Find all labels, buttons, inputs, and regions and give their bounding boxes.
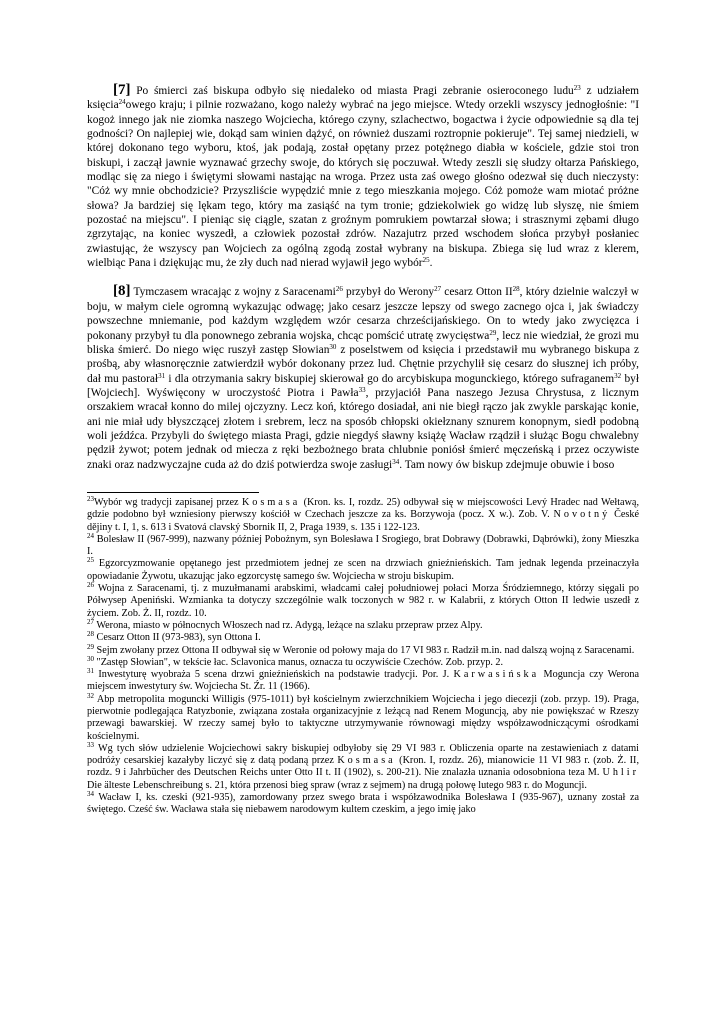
paragraph-text: . Tam nowy ów biskup zdejmuje obuwie i boso [399, 458, 615, 471]
footnote-text: Wg tych słów udzielenie Wojciechowi sakry biskupiej odbyłoby się 29 VI 983 r. Obliczenia oparte na zestawieniach z datami podróży cesarskiej kazałyby liczyć się z datą podaną przez [87, 742, 639, 767]
footnote-ref-30[interactable]: 30 [329, 342, 337, 351]
footnote-ref-23[interactable]: 23 [573, 84, 581, 92]
footnote-text: Sejm zwołany przez Ottona II odbywał się w Weronie od połowy maja do 17 VI 983 r. Radził m.in. nad dalszą wojną z Saracenami. [94, 644, 635, 656]
footnote-text: Bolesław II (967-999), nazwany później Pobożnym, syn Bolesława I Srogiego, brat Dobrawy (Dobrawki, Dąbrówki), żony Mieszka I. [87, 533, 639, 558]
footnote-27 [87, 617, 639, 632]
footnote-text: Egzorcyzmowanie opętanego jest przedmiotem jednej ze scen na drzwiach gnieźnieńskich. Tam jednak legenda przeinaczyła opowiadanie Żywotu, ukazując jako egzorcystę samego św. Wojciecha w stroju biskupim. [87, 558, 639, 582]
footnote-number: 33 [87, 740, 94, 749]
footnote-ref-29[interactable]: 29 [489, 328, 497, 337]
footnote-text: (Kron. ks. I, rozdz. 25) odbywał się w miejscowości Levý Hradec nad Wełtawą, gdzie podobno był wzniesiony pierwszy kościół w Czechach jeszcze za ks. Borzywoja (pocz. X w.). Zob. V. [87, 496, 639, 521]
paragraph-7 [87, 83, 639, 270]
footnote-number: 28 [87, 630, 94, 639]
footnote-number: 24 [87, 531, 94, 540]
footnote-author: Kosmasa [337, 755, 396, 767]
paragraph-text: z udziałem księcia [87, 85, 640, 112]
footnote-number: 31 [87, 667, 94, 676]
paragraph-text: , lecz nie wiedział, że grozi mu bliska śmierć. Do niego więc ruszył zastęp Słowian [87, 329, 640, 356]
footnote-text: Moguncja czy Werona miejscem inwestytury św. Wojciecha St. Źr. 11 (1966). [87, 669, 639, 693]
footnote-23 [87, 494, 639, 534]
footnote-ref-31[interactable]: 31 [158, 371, 166, 380]
paragraph-text: i dla otrzymania sakry biskupiej skierował go do arcybiskupa mogunckiego, którego sufraganem [165, 372, 615, 385]
footnote-32 [87, 691, 639, 743]
footnote-number: 32 [87, 691, 94, 700]
footnote-text: České dějiny t. I, 1, s. 613 i Svatová clavský Sbornik II, 2, Praga 1939, s. 135 i 122-123. [87, 509, 639, 533]
footnote-text: Inwestyturę wyobraża 5 scena drzwi gnieźnieńskich na podstawie tradycji. Por. J. [94, 669, 454, 681]
paragraph-text: . [429, 257, 433, 270]
footnote-text: Wacław I, ks. czeski (921-935), zamordowany przez swego brata i współzawodnika Bolesława I (935-967), uznany został za świętego. Cześć św. Wacława stała się niebawem narodowym kultem czeskim, a jego imię jako [87, 792, 639, 816]
paragraph-text: przybył do Werony [342, 286, 435, 299]
footnote-ref-34[interactable]: 34 [392, 457, 400, 466]
footnote-30 [87, 654, 639, 669]
paragraph-text: owego kraju; i pilnie rozważano, kogo należy wybrać na jego miejsce. Wtedy orzekli wszyscy jednogłośnie: "I kogoż innego jak nie ziomka naszego Wojciecha, którego czyny, szlachectwo, bogactwa i życie odpowiednie są dla tej godności? On najlepiej wie, dokąd sam winien dążyć, on również duszami roztropnie pokieruje". Tej samej niedzieli, w której dokonano tego wyboru, ktoś, jak podają, został opętany przez potężnego diabła w kościele, gdzie stoi tron biskupi, i zaczął jawnie wyznawać grzechy swoje, do których się poczuwał. Wtedy zeszli się słudzy ołtarza Pańskiego, modląc się za niego i świętymi słowami nastając na wroga. Przez usta zaś owego głośno odezwał się duch nieczysty: "Cóż wy mnie obchodzicie? Przyszliście wypędzić mnie z tego mieszkania mojego. Cóż pomoże wam miotać próżne słowa? Ja bardziej się lękam tego, który ma zasiąść na tym tronie; gdziekolwiek go widzę lub słyszę, nie śmiem pozostać na miejscu". I pieniąc się ciągle, szatan z groźnym pomrukiem powtarzał słowa; i strasznymi zębami długo zgrzytając, na koniec wyszedł, a człowiek pozostał zdrów. Nazajutrz przed wschodem słońca przybył posłaniec zwiastując, że wszyscy pan Wojciech za ogólną zgodą został wybrany na biskupa. Zbiega się lud wraz z klerem, wielbiąc Pana i dziękując mu, że zły duch nad nierad wyjawił jego wybór [87, 99, 639, 270]
footnote-text: Cesarz Otton II (973-983), syn Ottona I. [94, 632, 261, 644]
paragraph-8 [87, 284, 639, 471]
section-number-7: [7] [113, 82, 131, 98]
footnote-34 [87, 792, 639, 817]
footnote-ref-33[interactable]: 33 [358, 385, 366, 394]
footnote-author: Karwasińska [453, 669, 540, 681]
footnote-text: Wybór wg tradycji zapisanej przez [94, 496, 242, 508]
footnote-author: Novotný [553, 509, 611, 521]
footnote-text: Die älteste Lebenschreibung s. 21, która przenosi bieg spraw (wraz z sejmem) na drugą połowę lutego 983 r. do Moguncji. [87, 779, 587, 791]
paragraph-text: , przyjaciół Pana naszego Jezusa Chrystusa, z licznym orszakiem wracał konno do milej ojczyzny. Lecz koń, którego dosiadał, ani nie biegł rączo jak zwykle parskając konie, ani nie miał udy błyszczącej złotem i srebrem, lecz na sposób chłopski okiełznany sznurem konopnym, siedł podobną woli jeźdźca. Przybyli do świętego miasta Pragi, gdzie niegdyś sławny książę Wacław rządził i służąc Bogu chwalebny pędził żywot; potem jednak od miecza z ręki bezbożnego brata chlubnie poniósł śmierć męczeńską i przez oczywiste znaki oraz nadzwyczajne cuda aż do dziś potwierdza swoje zasługi [87, 386, 639, 471]
footnote-ref-32[interactable]: 32 [614, 371, 622, 380]
footnote-author: Kosmasa [241, 496, 301, 508]
footnote-ref-24[interactable]: 24 [118, 98, 126, 107]
footnote-number: 34 [87, 790, 94, 799]
footnote-text: Wojna z Saracenami, tj. z muzułmanami arabskimi, władcami całej południowej połaci Morza Śródziemnego, którzy sięgali po Półwysep Apeniński. Wzmianka ta dotyczy szczególnie walk toczonych w 982 r. w Kalabrii, z których Otton II ledwie uszedł z życiem. Zob. Ż. II, rozdz. 10. [87, 583, 639, 619]
footnote-number: 26 [87, 581, 94, 590]
footnote-text: "Zastęp Słowian", w tekście łac. Sclavonica manus, oznacza tu oczywiście Czechów. Zob. przyp. 2. [94, 656, 504, 668]
footnote-number: 27 [87, 617, 94, 626]
footnote-divider [87, 492, 259, 493]
footnote-text: Abp metropolita moguncki Willigis (975-1011) był kościelnym zwierzchnikiem Wojciecha i jego diecezji (zob. przyp. 19). Praga, pierwotnie podlegająca Ratyzbonie, związana została organizacyjnie z leżącą nad Renem Moguncją, aby nie powiększać w Rzeszy przewagi bawarskiej. W rzeczy samej było to taktyczne utrzymywanie równowagi między współzawodniczącymi ośrodkami kościelnymi. [87, 693, 639, 742]
footnote-text: Werona, miasto w północnych Włoszech nad rz. Adygą, leżące na szlaku przepraw przez Alpy. [94, 619, 483, 631]
paragraph-text: cesarz Otton II [441, 286, 513, 299]
footnote-number: 30 [87, 654, 94, 663]
paragraph-text: z poselstwem od księcia i przedstawił mu wybranego biskupa z prośbą, aby własnoręcznie zatwierdził wybór dokonany przez lud. Chętnie przychylił się cesarz do słusznej ich próby, dał mu pastorał [87, 343, 639, 385]
paragraph-text: Po śmierci zaś biskupa odbyło się niedaleko od miasta Pragi zebranie osieroconego ludu [130, 85, 574, 97]
paragraph-text: , który dzielnie walczył w boju, w małym ciele ogromną wykazując odwagę; jako cesarz jeszcze lepszy od swego zacnego ojca i, jak świadczy powszechne mniemanie, pod każdym względem wzór cesarza chrześcijańskiego. On to wtedy jako zwycięzca i pokonany przybył tu dla ponownego zebrania wojska, chcąc pomścić utratę zwycięstwa [87, 286, 639, 342]
footnote-number: 25 [87, 556, 94, 565]
footnote-28 [87, 632, 639, 644]
footnote-ref-26[interactable]: 26 [335, 285, 343, 294]
footnote-25 [87, 558, 639, 583]
footnote-number: 23 [87, 494, 94, 503]
footnote-33 [87, 740, 639, 792]
footnote-ref-28[interactable]: 28 [512, 285, 520, 294]
section-number-8: [8] [113, 283, 131, 300]
document-page [87, 83, 639, 817]
footnote-ref-27[interactable]: 27 [434, 285, 442, 294]
footnote-ref-25[interactable]: 25 [422, 256, 430, 265]
paragraph-text: był [Wojciech]. Wyświęcony w uroczystość Piotra i Pawła [87, 372, 639, 399]
footnote-24 [87, 531, 639, 559]
footnote-author: Uhlir [602, 767, 639, 779]
footnote-29 [87, 642, 639, 657]
footnote-26 [87, 583, 639, 620]
footnote-31 [87, 669, 639, 694]
paragraph-text: Tymczasem wracając z wojny z Saracenami [130, 286, 336, 299]
footnote-text: (Kron. I, rozdz. 26), mianowicie 11 VI 983 r. (zob. Ż. II, rozdz. 9 i Jahrbücher des Deutschen Reichs unter Otto II t. II (1902), s. 200-21). Nie znalazła uznania odosobniona teza M. [87, 755, 639, 779]
footnote-number: 29 [87, 642, 94, 651]
